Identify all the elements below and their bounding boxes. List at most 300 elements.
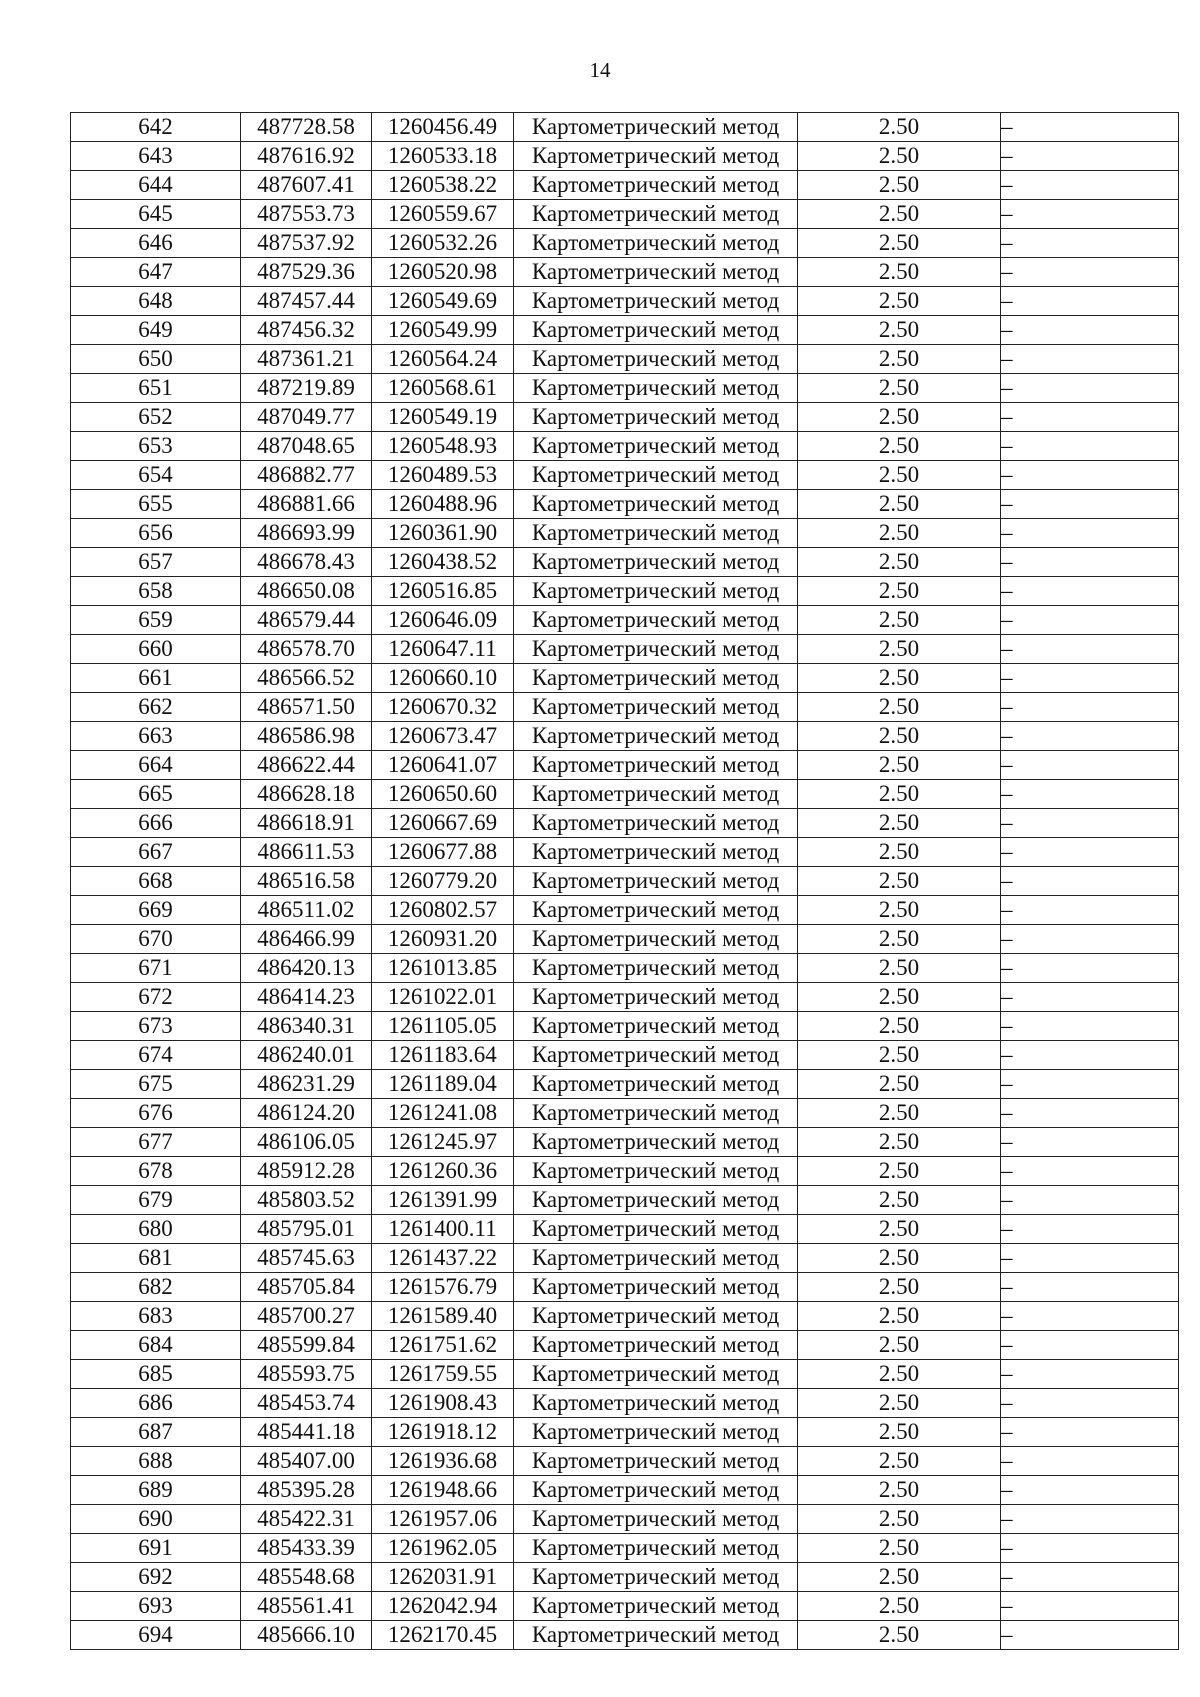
point-number-cell: 692: [71, 1563, 241, 1592]
x-coordinate-cell: 487049.77: [241, 403, 372, 432]
method-cell: Картометрический метод: [514, 925, 798, 954]
table-row: [71, 635, 1179, 664]
point-number-cell: 642: [71, 113, 241, 142]
point-number-cell: 656: [71, 519, 241, 548]
note-cell: –: [1001, 954, 1179, 983]
point-number-cell: 677: [71, 1128, 241, 1157]
note-cell: –: [1001, 867, 1179, 896]
table-row: [71, 1244, 1179, 1273]
y-coordinate-cell: 1260548.93: [372, 432, 514, 461]
note-cell: –: [1001, 229, 1179, 258]
x-coordinate-cell: 486622.44: [241, 751, 372, 780]
y-coordinate-cell: 1262031.91: [372, 1563, 514, 1592]
point-number-cell: 687: [71, 1418, 241, 1447]
method-cell: Картометрический метод: [514, 1215, 798, 1244]
note-cell: –: [1001, 1244, 1179, 1273]
point-number-cell: 662: [71, 693, 241, 722]
note-cell: –: [1001, 258, 1179, 287]
method-cell: Картометрический метод: [514, 461, 798, 490]
note-cell: –: [1001, 316, 1179, 345]
note-cell: –: [1001, 403, 1179, 432]
method-cell: Картометрический метод: [514, 1302, 798, 1331]
table-row: [71, 1012, 1179, 1041]
note-cell: –: [1001, 374, 1179, 403]
coordinates-table-body: [71, 113, 1179, 1650]
x-coordinate-cell: 486579.44: [241, 606, 372, 635]
x-coordinate-cell: 487607.41: [241, 171, 372, 200]
accuracy-cell: 2.50: [798, 577, 1001, 606]
point-number-cell: 690: [71, 1505, 241, 1534]
point-number-cell: 666: [71, 809, 241, 838]
note-cell: –: [1001, 1360, 1179, 1389]
y-coordinate-cell: 1261576.79: [372, 1273, 514, 1302]
note-cell: –: [1001, 1099, 1179, 1128]
note-cell: –: [1001, 896, 1179, 925]
y-coordinate-cell: 1260549.19: [372, 403, 514, 432]
note-cell: –: [1001, 1273, 1179, 1302]
y-coordinate-cell: 1260489.53: [372, 461, 514, 490]
point-number-cell: 694: [71, 1621, 241, 1650]
method-cell: Картометрический метод: [514, 1099, 798, 1128]
note-cell: –: [1001, 1534, 1179, 1563]
accuracy-cell: 2.50: [798, 606, 1001, 635]
table-row: [71, 867, 1179, 896]
note-cell: –: [1001, 925, 1179, 954]
table-row: [71, 200, 1179, 229]
method-cell: Картометрический метод: [514, 1592, 798, 1621]
point-number-cell: 676: [71, 1099, 241, 1128]
method-cell: Картометрический метод: [514, 258, 798, 287]
note-cell: –: [1001, 142, 1179, 171]
accuracy-cell: 2.50: [798, 403, 1001, 432]
y-coordinate-cell: 1260647.11: [372, 635, 514, 664]
accuracy-cell: 2.50: [798, 1592, 1001, 1621]
accuracy-cell: 2.50: [798, 983, 1001, 1012]
x-coordinate-cell: 485912.28: [241, 1157, 372, 1186]
accuracy-cell: 2.50: [798, 722, 1001, 751]
table-row: [71, 142, 1179, 171]
accuracy-cell: 2.50: [798, 925, 1001, 954]
accuracy-cell: 2.50: [798, 345, 1001, 374]
x-coordinate-cell: 485745.63: [241, 1244, 372, 1273]
accuracy-cell: 2.50: [798, 1302, 1001, 1331]
x-coordinate-cell: 485561.41: [241, 1592, 372, 1621]
y-coordinate-cell: 1260667.69: [372, 809, 514, 838]
method-cell: Картометрический метод: [514, 1505, 798, 1534]
point-number-cell: 673: [71, 1012, 241, 1041]
method-cell: Картометрический метод: [514, 577, 798, 606]
accuracy-cell: 2.50: [798, 200, 1001, 229]
x-coordinate-cell: 486511.02: [241, 896, 372, 925]
table-row: [71, 925, 1179, 954]
x-coordinate-cell: 485700.27: [241, 1302, 372, 1331]
method-cell: Картометрический метод: [514, 693, 798, 722]
point-number-cell: 672: [71, 983, 241, 1012]
note-cell: –: [1001, 200, 1179, 229]
note-cell: –: [1001, 1331, 1179, 1360]
y-coordinate-cell: 1260520.98: [372, 258, 514, 287]
point-number-cell: 647: [71, 258, 241, 287]
x-coordinate-cell: 486611.53: [241, 838, 372, 867]
accuracy-cell: 2.50: [798, 664, 1001, 693]
table-row: [71, 490, 1179, 519]
accuracy-cell: 2.50: [798, 258, 1001, 287]
table-row: [71, 780, 1179, 809]
point-number-cell: 693: [71, 1592, 241, 1621]
method-cell: Картометрический метод: [514, 1157, 798, 1186]
y-coordinate-cell: 1260361.90: [372, 519, 514, 548]
x-coordinate-cell: 486618.91: [241, 809, 372, 838]
table-row: [71, 374, 1179, 403]
note-cell: –: [1001, 983, 1179, 1012]
note-cell: –: [1001, 838, 1179, 867]
note-cell: –: [1001, 287, 1179, 316]
accuracy-cell: 2.50: [798, 142, 1001, 171]
accuracy-cell: 2.50: [798, 954, 1001, 983]
table-row: [71, 1186, 1179, 1215]
table-row: [71, 287, 1179, 316]
table-row: [71, 1331, 1179, 1360]
y-coordinate-cell: 1261918.12: [372, 1418, 514, 1447]
table-row: [71, 1302, 1179, 1331]
accuracy-cell: 2.50: [798, 113, 1001, 142]
method-cell: Картометрический метод: [514, 1273, 798, 1302]
point-number-cell: 645: [71, 200, 241, 229]
accuracy-cell: 2.50: [798, 229, 1001, 258]
x-coordinate-cell: 485593.75: [241, 1360, 372, 1389]
x-coordinate-cell: 487457.44: [241, 287, 372, 316]
point-number-cell: 669: [71, 896, 241, 925]
point-number-cell: 664: [71, 751, 241, 780]
y-coordinate-cell: 1260456.49: [372, 113, 514, 142]
note-cell: –: [1001, 1302, 1179, 1331]
table-row: [71, 345, 1179, 374]
table-row: [71, 316, 1179, 345]
method-cell: Картометрический метод: [514, 548, 798, 577]
y-coordinate-cell: 1261957.06: [372, 1505, 514, 1534]
point-number-cell: 680: [71, 1215, 241, 1244]
x-coordinate-cell: 485395.28: [241, 1476, 372, 1505]
x-coordinate-cell: 487529.36: [241, 258, 372, 287]
x-coordinate-cell: 485453.74: [241, 1389, 372, 1418]
table-row: [71, 838, 1179, 867]
point-number-cell: 684: [71, 1331, 241, 1360]
point-number-cell: 654: [71, 461, 241, 490]
method-cell: Картометрический метод: [514, 1331, 798, 1360]
accuracy-cell: 2.50: [798, 867, 1001, 896]
accuracy-cell: 2.50: [798, 1534, 1001, 1563]
accuracy-cell: 2.50: [798, 751, 1001, 780]
note-cell: –: [1001, 1041, 1179, 1070]
accuracy-cell: 2.50: [798, 896, 1001, 925]
table-row: [71, 1505, 1179, 1534]
table-row: [71, 1389, 1179, 1418]
table-row: [71, 171, 1179, 200]
table-row: [71, 751, 1179, 780]
accuracy-cell: 2.50: [798, 1331, 1001, 1360]
x-coordinate-cell: 486124.20: [241, 1099, 372, 1128]
point-number-cell: 650: [71, 345, 241, 374]
table-row: [71, 664, 1179, 693]
y-coordinate-cell: 1261400.11: [372, 1215, 514, 1244]
table-row: [71, 896, 1179, 925]
table-row: [71, 577, 1179, 606]
method-cell: Картометрический метод: [514, 1070, 798, 1099]
point-number-cell: 679: [71, 1186, 241, 1215]
y-coordinate-cell: 1260559.67: [372, 200, 514, 229]
y-coordinate-cell: 1260931.20: [372, 925, 514, 954]
note-cell: –: [1001, 548, 1179, 577]
table-row: [71, 1447, 1179, 1476]
method-cell: Картометрический метод: [514, 838, 798, 867]
x-coordinate-cell: 487456.32: [241, 316, 372, 345]
y-coordinate-cell: 1260650.60: [372, 780, 514, 809]
x-coordinate-cell: 486340.31: [241, 1012, 372, 1041]
accuracy-cell: 2.50: [798, 1418, 1001, 1447]
y-coordinate-cell: 1261936.68: [372, 1447, 514, 1476]
note-cell: –: [1001, 519, 1179, 548]
point-number-cell: 655: [71, 490, 241, 519]
note-cell: –: [1001, 461, 1179, 490]
point-number-cell: 665: [71, 780, 241, 809]
y-coordinate-cell: 1261013.85: [372, 954, 514, 983]
method-cell: Картометрический метод: [514, 113, 798, 142]
table-row: [71, 1592, 1179, 1621]
note-cell: –: [1001, 490, 1179, 519]
method-cell: Картометрический метод: [514, 229, 798, 258]
y-coordinate-cell: 1260488.96: [372, 490, 514, 519]
accuracy-cell: 2.50: [798, 809, 1001, 838]
method-cell: Картометрический метод: [514, 1186, 798, 1215]
method-cell: Картометрический метод: [514, 867, 798, 896]
y-coordinate-cell: 1260516.85: [372, 577, 514, 606]
x-coordinate-cell: 485433.39: [241, 1534, 372, 1563]
table-row: [71, 722, 1179, 751]
x-coordinate-cell: 486650.08: [241, 577, 372, 606]
table-row: [71, 954, 1179, 983]
x-coordinate-cell: 485803.52: [241, 1186, 372, 1215]
accuracy-cell: 2.50: [798, 1505, 1001, 1534]
accuracy-cell: 2.50: [798, 1360, 1001, 1389]
note-cell: –: [1001, 1215, 1179, 1244]
method-cell: Картометрический метод: [514, 751, 798, 780]
method-cell: Картометрический метод: [514, 403, 798, 432]
note-cell: –: [1001, 171, 1179, 200]
y-coordinate-cell: 1260533.18: [372, 142, 514, 171]
y-coordinate-cell: 1260568.61: [372, 374, 514, 403]
x-coordinate-cell: 486578.70: [241, 635, 372, 664]
table-row: [71, 1621, 1179, 1650]
table-row: [71, 258, 1179, 287]
point-number-cell: 667: [71, 838, 241, 867]
method-cell: Картометрический метод: [514, 722, 798, 751]
method-cell: Картометрический метод: [514, 635, 798, 664]
point-number-cell: 663: [71, 722, 241, 751]
point-number-cell: 671: [71, 954, 241, 983]
y-coordinate-cell: 1261589.40: [372, 1302, 514, 1331]
y-coordinate-cell: 1260660.10: [372, 664, 514, 693]
accuracy-cell: 2.50: [798, 1128, 1001, 1157]
method-cell: Картометрический метод: [514, 809, 798, 838]
x-coordinate-cell: 486516.58: [241, 867, 372, 896]
x-coordinate-cell: 486106.05: [241, 1128, 372, 1157]
note-cell: –: [1001, 780, 1179, 809]
x-coordinate-cell: 485666.10: [241, 1621, 372, 1650]
table-row: [71, 1534, 1179, 1563]
point-number-cell: 659: [71, 606, 241, 635]
note-cell: –: [1001, 1128, 1179, 1157]
y-coordinate-cell: 1261189.04: [372, 1070, 514, 1099]
point-number-cell: 644: [71, 171, 241, 200]
accuracy-cell: 2.50: [798, 1215, 1001, 1244]
accuracy-cell: 2.50: [798, 1621, 1001, 1650]
note-cell: –: [1001, 1070, 1179, 1099]
point-number-cell: 658: [71, 577, 241, 606]
x-coordinate-cell: 487537.92: [241, 229, 372, 258]
x-coordinate-cell: 486693.99: [241, 519, 372, 548]
accuracy-cell: 2.50: [798, 1273, 1001, 1302]
y-coordinate-cell: 1260538.22: [372, 171, 514, 200]
y-coordinate-cell: 1262042.94: [372, 1592, 514, 1621]
table-row: [71, 1099, 1179, 1128]
note-cell: –: [1001, 1418, 1179, 1447]
point-number-cell: 660: [71, 635, 241, 664]
x-coordinate-cell: 485795.01: [241, 1215, 372, 1244]
method-cell: Картометрический метод: [514, 432, 798, 461]
table-row: [71, 1157, 1179, 1186]
accuracy-cell: 2.50: [798, 461, 1001, 490]
point-number-cell: 643: [71, 142, 241, 171]
table-row: [71, 1273, 1179, 1302]
y-coordinate-cell: 1261022.01: [372, 983, 514, 1012]
x-coordinate-cell: 485548.68: [241, 1563, 372, 1592]
point-number-cell: 652: [71, 403, 241, 432]
point-number-cell: 653: [71, 432, 241, 461]
table-row: [71, 983, 1179, 1012]
x-coordinate-cell: 485441.18: [241, 1418, 372, 1447]
table-row: [71, 519, 1179, 548]
x-coordinate-cell: 487048.65: [241, 432, 372, 461]
point-number-cell: 681: [71, 1244, 241, 1273]
point-number-cell: 648: [71, 287, 241, 316]
point-number-cell: 657: [71, 548, 241, 577]
x-coordinate-cell: 486566.52: [241, 664, 372, 693]
method-cell: Картометрический метод: [514, 954, 798, 983]
note-cell: –: [1001, 1157, 1179, 1186]
point-number-cell: 689: [71, 1476, 241, 1505]
point-number-cell: 674: [71, 1041, 241, 1070]
point-number-cell: 661: [71, 664, 241, 693]
x-coordinate-cell: 486628.18: [241, 780, 372, 809]
y-coordinate-cell: 1260646.09: [372, 606, 514, 635]
method-cell: Картометрический метод: [514, 287, 798, 316]
method-cell: Картометрический метод: [514, 1418, 798, 1447]
accuracy-cell: 2.50: [798, 1070, 1001, 1099]
method-cell: Картометрический метод: [514, 345, 798, 374]
method-cell: Картометрический метод: [514, 983, 798, 1012]
accuracy-cell: 2.50: [798, 316, 1001, 345]
note-cell: –: [1001, 345, 1179, 374]
x-coordinate-cell: 486881.66: [241, 490, 372, 519]
point-number-cell: 646: [71, 229, 241, 258]
table-row: [71, 1041, 1179, 1070]
note-cell: –: [1001, 1476, 1179, 1505]
y-coordinate-cell: 1261437.22: [372, 1244, 514, 1273]
method-cell: Картометрический метод: [514, 490, 798, 519]
coordinates-table: [70, 112, 1179, 1650]
point-number-cell: 668: [71, 867, 241, 896]
note-cell: –: [1001, 664, 1179, 693]
y-coordinate-cell: 1260641.07: [372, 751, 514, 780]
table-row: [71, 1476, 1179, 1505]
method-cell: Картометрический метод: [514, 200, 798, 229]
accuracy-cell: 2.50: [798, 780, 1001, 809]
note-cell: –: [1001, 635, 1179, 664]
y-coordinate-cell: 1260670.32: [372, 693, 514, 722]
method-cell: Картометрический метод: [514, 316, 798, 345]
y-coordinate-cell: 1260549.99: [372, 316, 514, 345]
y-coordinate-cell: 1261908.43: [372, 1389, 514, 1418]
y-coordinate-cell: 1261183.64: [372, 1041, 514, 1070]
method-cell: Картометрический метод: [514, 896, 798, 925]
method-cell: Картометрический метод: [514, 374, 798, 403]
point-number-cell: 682: [71, 1273, 241, 1302]
point-number-cell: 670: [71, 925, 241, 954]
accuracy-cell: 2.50: [798, 635, 1001, 664]
y-coordinate-cell: 1261105.05: [372, 1012, 514, 1041]
method-cell: Картометрический метод: [514, 519, 798, 548]
accuracy-cell: 2.50: [798, 1157, 1001, 1186]
accuracy-cell: 2.50: [798, 490, 1001, 519]
x-coordinate-cell: 485599.84: [241, 1331, 372, 1360]
note-cell: –: [1001, 606, 1179, 635]
accuracy-cell: 2.50: [798, 1244, 1001, 1273]
y-coordinate-cell: 1261759.55: [372, 1360, 514, 1389]
method-cell: Картометрический метод: [514, 142, 798, 171]
accuracy-cell: 2.50: [798, 548, 1001, 577]
x-coordinate-cell: 487728.58: [241, 113, 372, 142]
x-coordinate-cell: 487553.73: [241, 200, 372, 229]
accuracy-cell: 2.50: [798, 1041, 1001, 1070]
accuracy-cell: 2.50: [798, 1186, 1001, 1215]
method-cell: Картометрический метод: [514, 1128, 798, 1157]
method-cell: Картометрический метод: [514, 1534, 798, 1563]
x-coordinate-cell: 487219.89: [241, 374, 372, 403]
x-coordinate-cell: 486466.99: [241, 925, 372, 954]
note-cell: –: [1001, 432, 1179, 461]
y-coordinate-cell: 1261962.05: [372, 1534, 514, 1563]
table-row: [71, 432, 1179, 461]
table-row: [71, 1128, 1179, 1157]
y-coordinate-cell: 1261751.62: [372, 1331, 514, 1360]
method-cell: Картометрический метод: [514, 1389, 798, 1418]
note-cell: –: [1001, 1447, 1179, 1476]
note-cell: –: [1001, 1621, 1179, 1650]
table-row: [71, 1215, 1179, 1244]
method-cell: Картометрический метод: [514, 664, 798, 693]
y-coordinate-cell: 1260564.24: [372, 345, 514, 374]
table-row: [71, 461, 1179, 490]
accuracy-cell: 2.50: [798, 1099, 1001, 1128]
y-coordinate-cell: 1261260.36: [372, 1157, 514, 1186]
method-cell: Картометрический метод: [514, 1476, 798, 1505]
accuracy-cell: 2.50: [798, 1476, 1001, 1505]
method-cell: Картометрический метод: [514, 1447, 798, 1476]
y-coordinate-cell: 1260438.52: [372, 548, 514, 577]
table-row: [71, 693, 1179, 722]
point-number-cell: 651: [71, 374, 241, 403]
table-row: [71, 606, 1179, 635]
